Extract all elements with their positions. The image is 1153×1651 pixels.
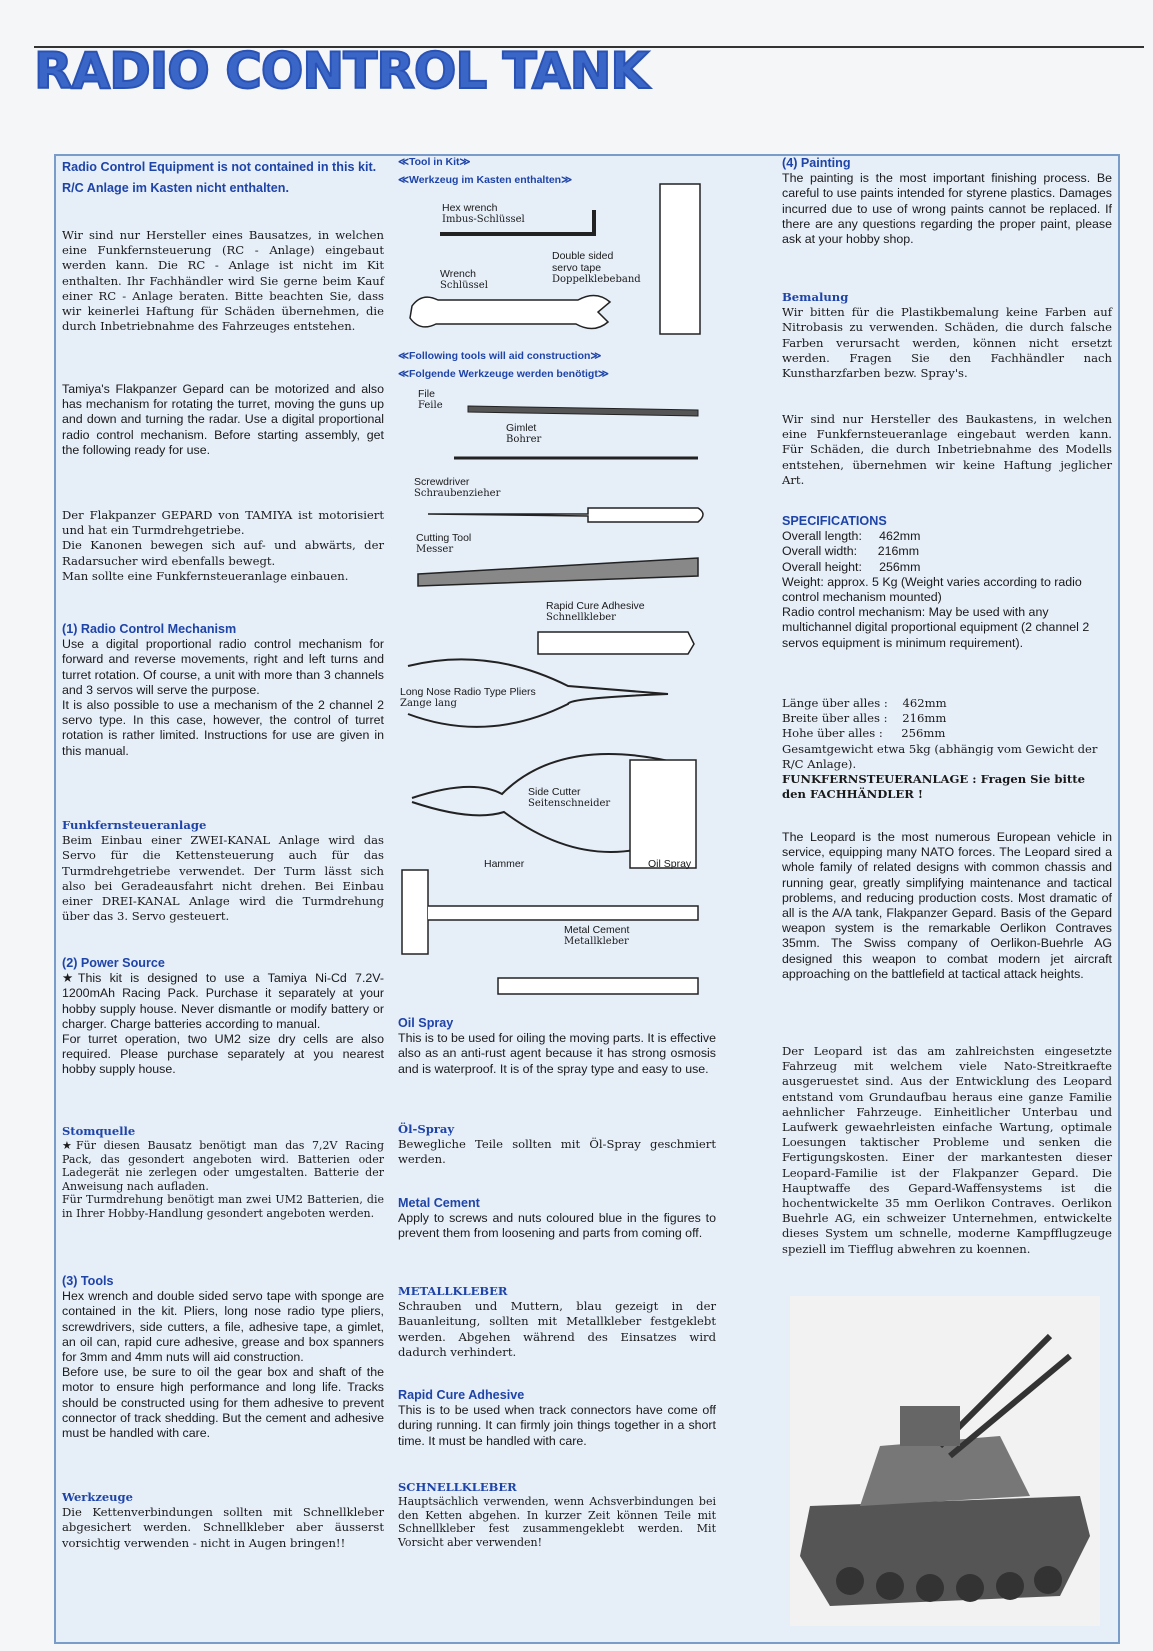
intro-en: Tamiya's Flakpanzer Gepard can be motorized and also has mechanism for rotating the turret, moving the guns up and down and turning the radar. Use a digital proportional radio control mechanism. Before starting assembly, get the following ready for use. <box>62 382 384 457</box>
side-en: Side Cutter <box>528 786 581 798</box>
metal-cement-label <box>564 924 629 948</box>
aid-heading-de: ≪Folgende Werkzeuge werden benötigt≫ <box>398 368 609 380</box>
specs-section <box>782 514 1112 651</box>
oil-can-icon <box>630 760 696 868</box>
gimlet-de: Bohrer <box>506 434 542 445</box>
cutting-tool-icon <box>418 558 698 586</box>
rapid-label <box>546 600 645 624</box>
wrench-icon <box>410 295 610 328</box>
file-icon <box>468 406 698 416</box>
tools-section <box>62 1274 384 1441</box>
spec-rc: Radio control mechanism: May be used with any multichannel digital proportional equipment (2 channel 2 servos equipment is minimum requirement). <box>782 605 1090 650</box>
schnell-heading: SCHNELLKLEBER <box>398 1480 517 1494</box>
power-text-2: For turret operation, two UM2 size dry cells are also required. Please purchase separately at you nearest hobby supply house. <box>62 1032 384 1077</box>
power-heading: (2) Power Source <box>62 956 165 970</box>
intro-de-line-3: Man sollte eine Funkfernsteueranlage einbauen. <box>62 568 349 583</box>
manufacturer-de: Wir sind nur Hersteller eines Bausatzes, in welchen eine Funkfernsteuerung (RC - Anlage) eingebaut werden kann. Die RC - Anlage ist nicht im Kit enthalten. Ihr Fachhändler wird Sie gerne beim Kauf einer RC - Anlage beraten. Bitte beachten Sie, dass wir keinerlei Haftung für Schäden übernehmen, die durch Inbetriebnahme des Fahrzeuges entstehen. <box>62 228 384 334</box>
side-cutter-label <box>528 786 610 810</box>
screwdriver-en: Screwdriver <box>414 476 470 488</box>
oil-section <box>398 1016 716 1077</box>
tank-photo <box>790 1296 1100 1626</box>
notice-de: R/C Anlage im Kasten nicht enthalten. <box>62 181 289 196</box>
oil-text: This is to be used for oiling the moving parts. It is effective also as an anti-rust agent because it has strong osmosis and is waterproof. It is of the spray type and easy to use. <box>398 1031 716 1076</box>
hammer-icon <box>402 870 428 954</box>
file-en: File <box>418 388 435 400</box>
bemalung-section <box>782 290 1112 381</box>
wrench-de: Schlüssel <box>440 280 488 291</box>
power-text-1: ★This kit is designed to use a Tamiya Ni-Cd 7.2V-1200mAh Racing Pack. Purchase it separately at your hobby supply house. Never dismantle or modify battery or charger. Charge batteries according to manual. <box>62 971 384 1031</box>
metal-en: Metal Cement <box>564 924 630 936</box>
liability-de: Wir sind nur Hersteller des Baukastens, in welchen eine Funkfernsteueranlage eingebaut werden kann. Für Schäden, die durch Inbetriebnahme des Modells entstehen, übernehmen wir keine Haftung jeglicher Art. <box>782 412 1112 487</box>
notice-en: Radio Control Equipment is not contained in this kit. <box>62 160 377 174</box>
tools-text-2: Before use, be sure to oil the gear box and shaft of the motor to ensure high performance and long life. Tracks should be constructed using for them adhesive to prevent connector of track shedding. But the cement and adhesive must be handled with care. <box>62 1365 384 1441</box>
tape-label <box>552 250 641 286</box>
schnell-section <box>398 1480 716 1549</box>
gimlet-label <box>506 422 541 446</box>
oel-text: Bewegliche Teile sollten mit Öl-Spray geschmiert werden. <box>398 1137 716 1167</box>
tools-text-1: Hex wrench and double sided servo tape with sponge are contained in the kit. Pliers, long nose radio type pliers, screwdrivers, side cutters, a file, adhesive tape, a gimlet, an oil can, rapid cure adhesive, grease and box spanners for 3mm and 4mm nuts will aid construction. <box>62 1289 384 1365</box>
paint-heading: (4) Painting <box>782 156 851 170</box>
spec-width: Overall width: 216mm <box>782 544 920 559</box>
funk-heading: Funkfernsteueranlage <box>62 818 207 832</box>
screwdriver-label <box>414 476 500 500</box>
oel-heading: Öl-Spray <box>398 1122 455 1136</box>
oil-spray-label: Oil Spray <box>648 858 692 870</box>
file-label <box>418 388 443 412</box>
screwdriver-de: Schraubenzieher <box>414 488 501 499</box>
pliers-en: Long Nose Radio Type Pliers <box>400 686 536 698</box>
rapid-de: Schnellkleber <box>546 612 616 623</box>
de-length: Länge über alles : 462mm <box>782 696 947 710</box>
tools-heading: (3) Tools <box>62 1274 114 1288</box>
cutting-de: Messer <box>416 544 454 555</box>
kit-heading-de: ≪Werkzeug im Kasten enthalten≫ <box>398 174 573 186</box>
power-section <box>62 956 384 1078</box>
tape-icon <box>660 184 700 334</box>
side-de: Seitenschneider <box>528 798 611 809</box>
wrench-en: Wrench <box>440 268 476 280</box>
werkzeuge-section <box>62 1490 384 1551</box>
rapid-section <box>398 1388 716 1449</box>
metallkleber-section <box>398 1284 716 1360</box>
leopard-en: The Leopard is the most numerous European vehicle in service, equipping many NATO forces. The Leopard sired a whole family of related designs with common chassis and running gear, greatly simplifying maintenance and tactical problems, and reducing production costs. Most dramatic of all is the A/A tank, Flakpanzer Gepard. Basis of the Gepard weapon system is the remarkable Oerlikon Contraves 35mm. The Swiss company of Oerlikon-Buehrle AG designed this weapon to combat modern jet aircraft approaching on the battlefield at tactical attack heights. <box>782 830 1112 981</box>
intro-de <box>62 508 384 584</box>
bemalung-text: Wir bitten für die Plastikbemalung keine Farben auf Nitrobasis zu verwenden. Schäden, die durch falsche Farben verursacht werden, können nicht ersetzt werden. Fragen Sie den Fachhändler nach Kunstharzfarben bezw. Spray's. <box>782 305 1112 381</box>
wrench-label <box>440 268 488 292</box>
de-height: Hohe über alles : 256mm <box>782 726 946 741</box>
rc-heading: (1) Radio Control Mechanism <box>62 622 237 636</box>
rapid-en: Rapid Cure Adhesive <box>546 600 645 612</box>
strom-text-1: ★Für diesen Bausatz benötigt man das 7,2V Racing Pack, das gesondert angeboten wird. Batterien oder Ladegerät nie zerlegen oder umgestalten. Batterie der Anweisung nach aufladen. <box>62 1139 384 1193</box>
gimlet-en: Gimlet <box>506 422 537 434</box>
intro-de-line-2: Die Kanonen bewegen sich auf- und abwärts, der Radarsucher wird ebenfalls bewegt. <box>62 538 384 568</box>
hex-label <box>442 202 525 226</box>
oil-heading: Oil Spray <box>398 1016 454 1030</box>
cutting-label <box>416 532 471 556</box>
leopard-de: Der Leopard ist das am zahlreichsten eingesetzte Fahrzeug mit welchem viele Nato-Streitkraefte ausgeruestet sind. Aus der Entwicklung des Leopard entstand vom Grundaufbau heraus eine ganze Familie aehnlicher Fahrzeuge. Einheitlicher Unterbau und Laufwerk gewaehrleisten einfache Wartung, optimale Loesungen taktischer Probleme und senken die Fertigungskosten. Einer der markantesten dieser Leopard-Familie ist der Flakpanzer Gepard. Die Hauptwaffe des Gepard-Waffensystems ist die hochentwickelte 35 mm Oerlikon Contraves. Oerlikon Buehrle AG, ein schweizer Unternehmen, entwickelte dieses System um schnelle, moderne Kampfflugzeuge speziell im Tiefflug abwehren zu koennen. <box>782 1044 1112 1256</box>
rc-text-2: It is also possible to use a mechanism of the 2 channel 2 servo type. In this case, however, the control of turret rotation is rather limited. Instructions for use are given in this manual. <box>62 698 384 758</box>
metal-text: Apply to screws and nuts coloured blue in the figures to prevent them from loosening and parts from coming off. <box>398 1211 716 1241</box>
spec-length: Overall length: 462mm <box>782 529 921 544</box>
strom-section <box>62 1124 384 1220</box>
rc-section <box>62 622 384 759</box>
paint-section <box>782 156 1112 247</box>
metallkleber-text: Schrauben und Muttern, blau gezeigt in der Bauanleitung, sollten mit Metallkleber festgeklebt werden. Abgehen während des Einsatzes wird dadurch verhindert. <box>398 1299 716 1359</box>
kit-heading-en: ≪Tool in Kit≫ <box>398 156 471 168</box>
werkzeuge-text: Die Kettenverbindungen sollten mit Schnellkleber abgesichert werden. Schnellkleber aber äusserst vorsichtig verwenden - nicht in Augen bringen!! <box>62 1505 384 1550</box>
oel-section <box>398 1122 716 1168</box>
metallkleber-heading: METALLKLEBER <box>398 1284 508 1298</box>
paint-text: The painting is the most important finishing process. Be careful to use paints intended for styrene plastics. Damages incurred due to use of wrong paints cannot be replaced. If there are any questions regarding the proper paint, please ask at your hobby shop. <box>782 171 1112 247</box>
schnell-text: Hauptsächlich verwenden, wenn Achsverbindungen bei den Ketten abgehen. In kurzer Zeit können Teile mit Schnellkleber fest zusammengeklebt werden. Mit Vorsicht aber verwenden! <box>398 1495 716 1549</box>
de-width: Breite über alles : 216mm <box>782 711 947 726</box>
metal-heading: Metal Cement <box>398 1196 480 1210</box>
page-title: RADIO CONTROL TANK <box>34 42 649 100</box>
spec-height: Overall height: 256mm <box>782 559 921 574</box>
bemalung-heading: Bemalung <box>782 290 849 304</box>
hex-de: Imbus-Schlüssel <box>442 214 525 225</box>
pliers-de: Zange lang <box>400 698 457 709</box>
metal-section <box>398 1196 716 1242</box>
hex-en: Hex wrench <box>442 202 498 214</box>
tape-en-1: Double sided <box>552 250 614 262</box>
tank-icon <box>790 1296 1100 1626</box>
spec-heading: SPECIFICATIONS <box>782 514 887 528</box>
de-weight: Gesamtgewicht etwa 5kg (abhängig vom Gewicht der R/C Anlage). <box>782 741 1098 771</box>
spec-weight: Weight: approx. 5 Kg (Weight varies according to radio control mechanism mounted) <box>782 574 1082 605</box>
strom-heading: Stomquelle <box>62 1124 136 1138</box>
tape-en-2: servo tape <box>552 262 602 274</box>
hammer-label: Hammer <box>484 858 525 870</box>
content-panel <box>54 154 1120 1644</box>
pliers-label <box>400 686 536 710</box>
tape-de: Doppelklebeband <box>552 274 641 285</box>
funk-section <box>62 818 384 924</box>
file-de: Feile <box>418 400 443 411</box>
aid-heading-en: ≪Following tools will aid construction≫ <box>398 350 602 362</box>
rapid-text: This is to be used when track connectors have come off during running. It can firmly join things together in a short time. It must be handled with care. <box>398 1403 716 1448</box>
cutting-en: Cutting Tool <box>416 532 472 544</box>
strom-text-2: Für Turmdrehung benötigt man zwei UM2 Batterien, die in Ihrer Hobby-Handlung gesondert angeboten werden. <box>62 1193 384 1220</box>
tools-illustration <box>398 156 716 1016</box>
rc-text-1: Use a digital proportional radio control mechanism for forward and reverse movements, right and left turns and turret rotation. Of course, a unit with more than 3 channels and 3 servos will serve the purpose. <box>62 637 384 697</box>
metal-de: Metallkleber <box>564 936 629 947</box>
specs-de-section <box>782 696 1112 802</box>
screwdriver-icon <box>428 508 703 522</box>
metal-cement-icon <box>498 978 698 994</box>
intro-de-line-1: Der Flakpanzer GEPARD von TAMIYA ist motorisiert und hat ein Turmdrehgetriebe. <box>62 508 384 538</box>
de-funk: FUNKFERNSTEUERANLAGE : Fragen Sie bitte den FACHHÄNDLER ! <box>782 772 1085 802</box>
rapid-heading: Rapid Cure Adhesive <box>398 1388 525 1402</box>
notice-block <box>62 160 384 196</box>
werkzeuge-heading: Werkzeuge <box>62 1490 133 1504</box>
glue-tube-icon <box>538 632 694 654</box>
funk-text: Beim Einbau einer ZWEI-KANAL Anlage wird das Servo für die Kettensteuerung auch für das Turmdrehgetriebe verwendet. Der Turm lässt sich also bei Geradeausfahrt nicht drehen. Bei Einbau einer DREI-KANAL Anlage wird die Turmdrehung über das 3. Servo gesteuert. <box>62 833 384 924</box>
